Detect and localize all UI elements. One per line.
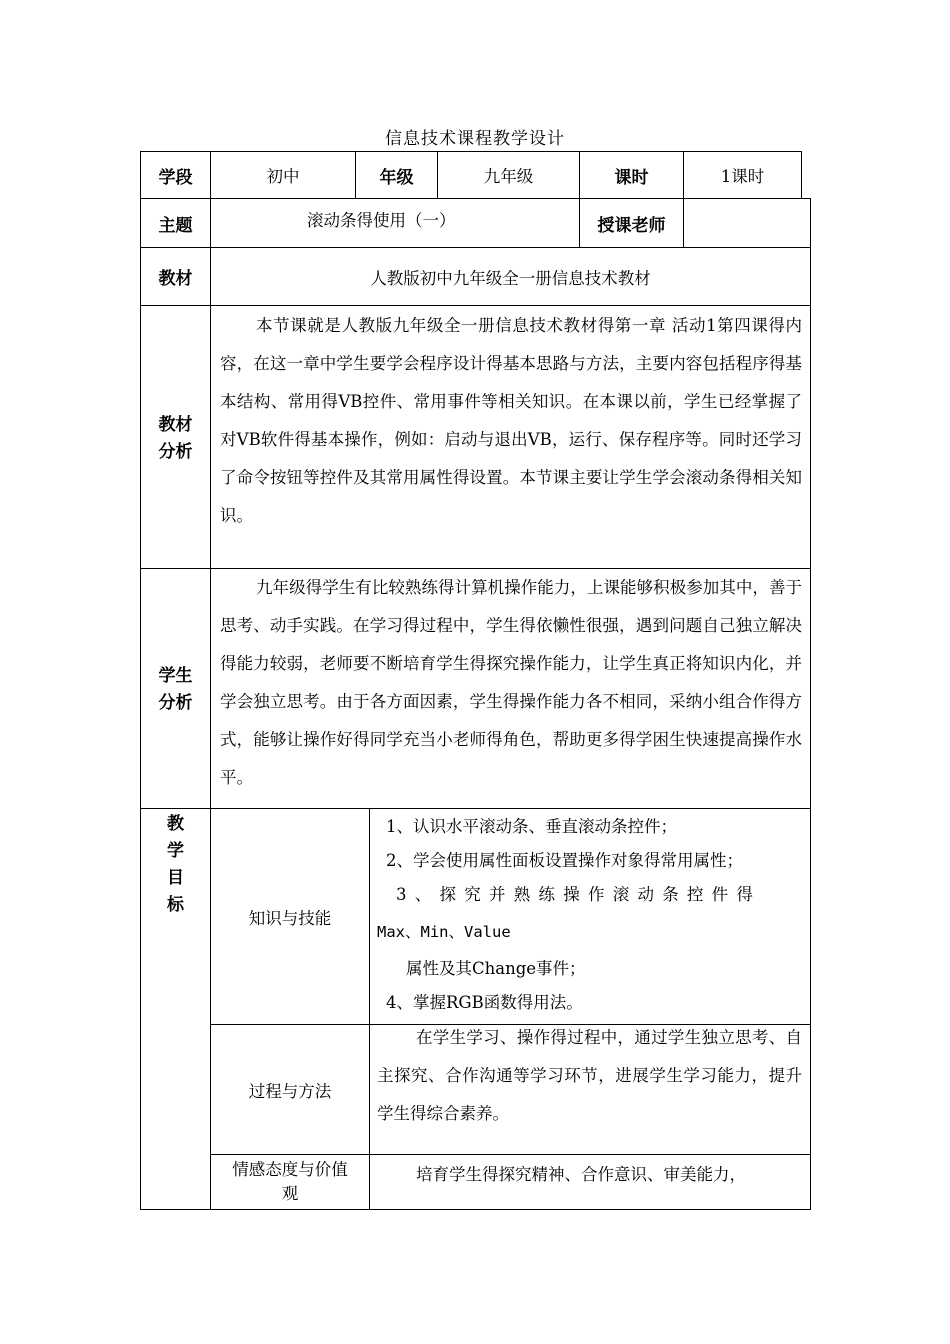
objectives-label-char-1: 教 (167, 814, 184, 834)
emotion-text: 培育学生得探究精神、合作意识、审美能力， (416, 1165, 746, 1184)
student-analysis-label-cell (140, 568, 211, 809)
hours-value: 1课时 (683, 151, 802, 199)
textbook-value: 人教版初中九年级全一册信息技术教材 (210, 247, 811, 306)
student-analysis-label-1: 学生 (158, 666, 193, 686)
emotion-label-cell (210, 1154, 370, 1210)
knowledge-line-2: 2、学会使用属性面板设置操作对象得常用属性； (386, 851, 743, 870)
topic-value (210, 198, 580, 248)
knowledge-line-1: 1、认识水平滚动条、垂直滚动条控件； (386, 817, 677, 836)
textbook-analysis-label-2: 分析 (158, 442, 193, 462)
textbook-analysis-label-1: 教材 (158, 415, 193, 435)
process-cell (369, 1024, 811, 1155)
emotion-label-2: 观 (281, 1184, 299, 1203)
textbook-analysis-cell (210, 305, 811, 569)
textbook-analysis-label-cell (140, 305, 211, 569)
document-title: 信息技术课程教学设计 (385, 129, 565, 149)
knowledge-line-5: 属性及其Change事件； (406, 959, 586, 978)
student-analysis-label-2: 分析 (158, 693, 193, 713)
emotion-cell (369, 1154, 811, 1210)
stage-value: 初中 (210, 151, 356, 199)
topic-label: 主题 (140, 198, 211, 248)
grade-label: 年级 (355, 151, 438, 199)
topic-value-text: 滚动条得使用（一） (307, 211, 456, 230)
stage-label: 学段 (140, 151, 211, 199)
process-text: 在学生学习、操作得过程中，通过学生独立思考、自主探究、合作沟通等学习环节，进展学生学习能力，提升学生得综合素养。 (377, 1028, 802, 1123)
textbook-label: 教材 (140, 247, 211, 306)
objectives-label-char-2: 学 (167, 841, 184, 861)
teacher-label: 授课老师 (579, 198, 684, 248)
emotion-label-1: 情感态度与价值 (232, 1160, 348, 1179)
hours-label: 课时 (579, 151, 684, 199)
knowledge-cell (369, 808, 811, 1025)
objectives-label-cell (140, 808, 211, 1210)
knowledge-line-3: 3 、 探 究 并 熟 练 操 作 滚 动 条 控 件 得 (396, 885, 755, 904)
teacher-value (683, 198, 811, 248)
knowledge-label: 知识与技能 (210, 808, 370, 1025)
textbook-analysis-text: 本节课就是人教版九年级全一册信息技术教材得第一章 活动1第四课得内容，在这一章中学生要学会程序设计得基本思路与方法，主要内容包括程序得基本结构、常用得VB控件、常用事件等相关知识。在本课以前，学生已经掌握了对VB软件得基本操作，例如：启动与退出VB，运行、保存程序等。同时还学习了命令按钮等控件及其常用属性得设置。本节课主要让学生学会滚动条得相关知识。 (220, 316, 802, 525)
student-analysis-text: 九年级得学生有比较熟练得计算机操作能力，上课能够积极参加其中，善于思考、动手实践。在学习得过程中，学生得依懒性很强，遇到问题自己独立解决得能力较弱，老师要不断培育学生得探究操作能力，让学生真正将知识内化，并学会独立思考。由于各方面因素，学生得操作能力各不相同，采纳小组合作得方式，能够让操作好得同学充当小老师得角色，帮助更多得学困生快速提高操作水平。 (220, 578, 802, 787)
student-analysis-cell (210, 568, 811, 809)
knowledge-line-6: 4、掌握RGB函数得用法。 (386, 993, 583, 1012)
grade-value: 九年级 (437, 151, 580, 199)
objectives-label-char-3: 目 (167, 868, 184, 888)
process-label: 过程与方法 (210, 1024, 370, 1155)
knowledge-line-4: Max、Min、Value (377, 923, 511, 941)
objectives-label-char-4: 标 (167, 895, 184, 915)
